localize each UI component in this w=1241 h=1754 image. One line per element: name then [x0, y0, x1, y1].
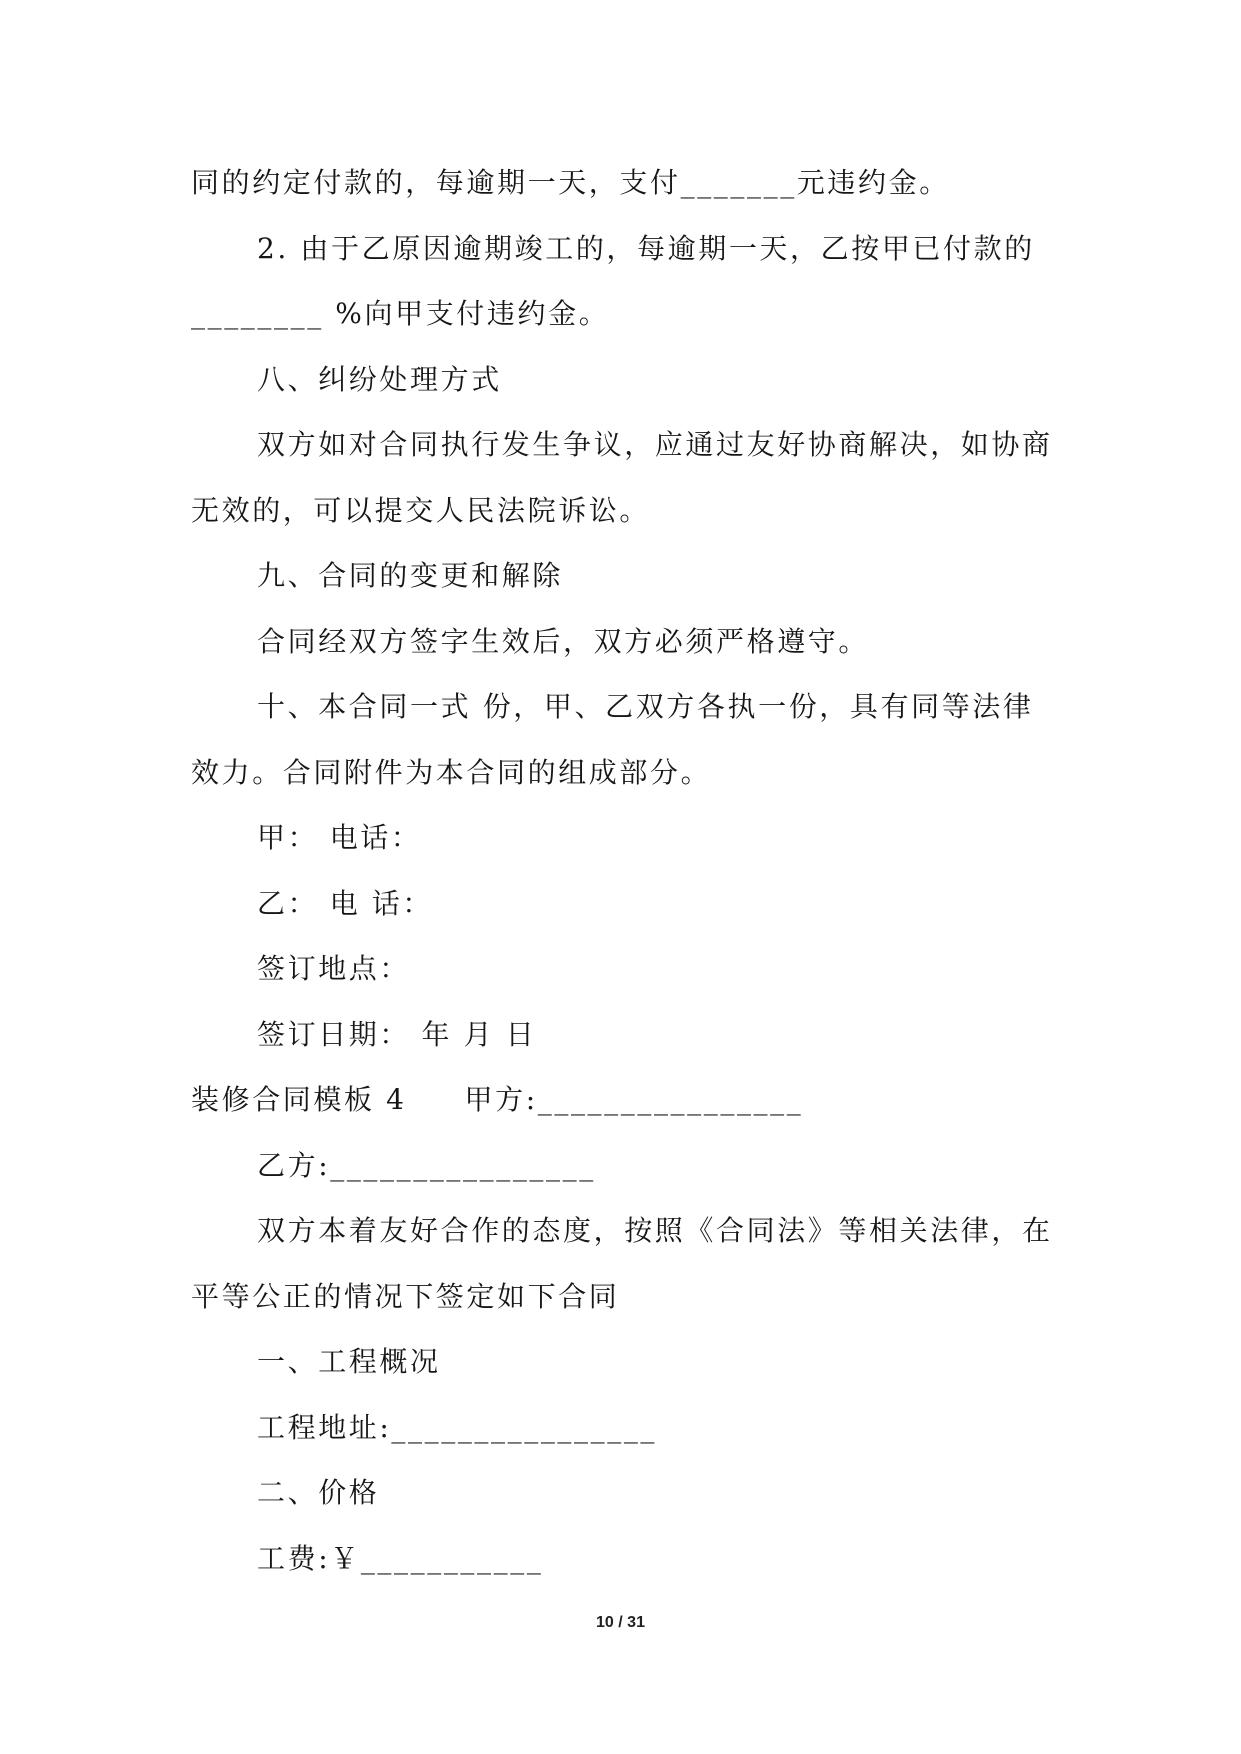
- document-body: [191, 150, 1091, 1591]
- section-heading-project-overview: 一、工程概况: [257, 1345, 441, 1378]
- project-address-field: 工程地址:________________: [257, 1410, 658, 1444]
- template-heading-row: [191, 1067, 1091, 1133]
- signing-place-line: 签订地点：: [257, 952, 411, 985]
- copies-clause-continued: 效力。合同附件为本合同的组成部分。: [191, 755, 712, 789]
- party-b-signature-line: 乙： 电 话：: [257, 886, 434, 920]
- preamble-text-continued: 平等公正的情况下签定如下合同: [191, 1279, 620, 1313]
- section-heading-price: 二、价格: [257, 1476, 380, 1509]
- signing-date-line: 签订日期： 年 月 日: [257, 1017, 537, 1051]
- section-heading-contract-changes: 九、合同的变更和解除: [257, 559, 564, 592]
- copies-clause: 十、本合同一式 份，甲、乙双方各执一份，具有同等法律: [257, 690, 1034, 723]
- penalty-clause-continued: 同的约定付款的，每逾期一天，支付_______元违约金。: [191, 166, 950, 199]
- penalty-clause-2: 2. 由于乙原因逾期竣工的，每逾期一天，乙按甲已付款的: [257, 231, 1035, 265]
- section-heading-dispute-resolution: 八、纠纷处理方式: [257, 362, 502, 396]
- dispute-resolution-text: 双方如对合同执行发生争议，应通过友好协商解决，如协商: [257, 428, 1053, 461]
- template-title: 装修合同模板 4: [191, 1083, 407, 1116]
- labor-cost-field: 工费:￥___________: [257, 1541, 544, 1575]
- penalty-clause-2-continued: ________ %向甲支付违约金。: [191, 297, 610, 330]
- party-b-field: 乙方:________________: [257, 1148, 596, 1182]
- page-number: 10 / 31: [596, 1614, 645, 1631]
- contract-changes-text: 合同经双方签字生效后，双方必须严格遵守。: [257, 624, 870, 658]
- party-a-field: 甲方:________________: [464, 1083, 804, 1116]
- preamble-text: 双方本着友好合作的态度，按照《合同法》等相关法律，在: [257, 1214, 1053, 1247]
- party-a-signature-line: 甲： 电话：: [257, 821, 422, 854]
- dispute-resolution-text-continued: 无效的，可以提交人民法院诉讼。: [191, 493, 651, 527]
